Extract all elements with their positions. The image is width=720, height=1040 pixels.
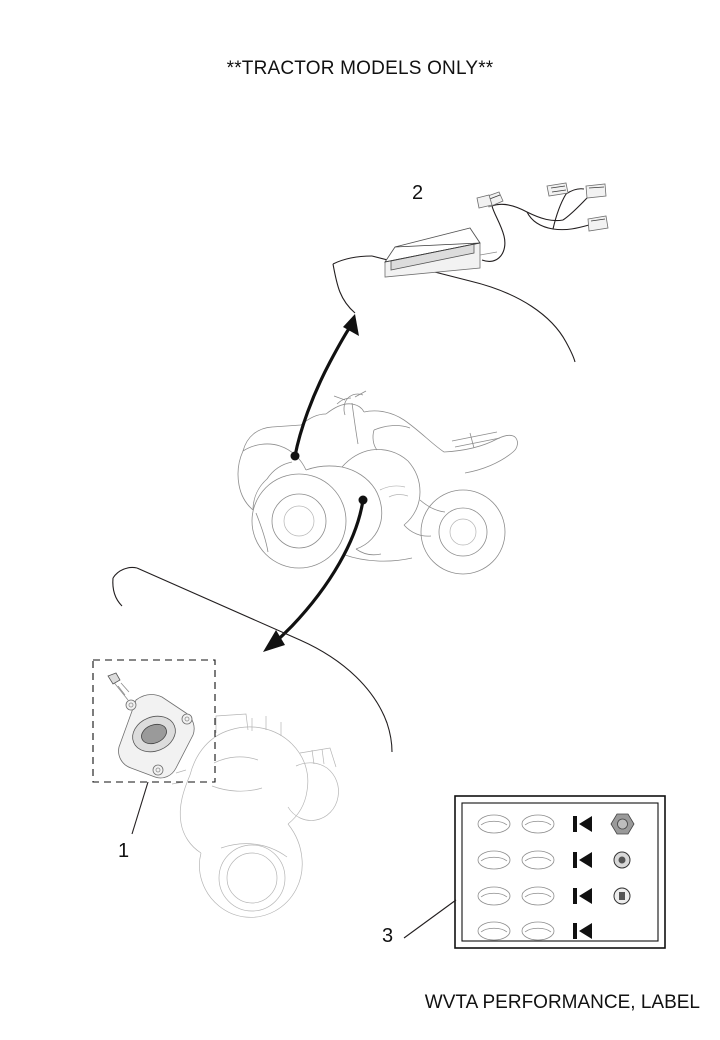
page-title: **TRACTOR MODELS ONLY**: [226, 58, 494, 79]
figure-atv-vehicle: [238, 391, 517, 574]
callout-1: 1: [118, 840, 130, 862]
figure-bracket-and-engine: [93, 660, 339, 917]
footer-label: WVTA PERFORMANCE, LABEL: [424, 992, 700, 1013]
figure-label-sheet: [404, 796, 665, 948]
pointer-to-bracket: [263, 496, 368, 653]
engine-assembly: [172, 714, 339, 917]
callout-3: 3: [382, 925, 394, 947]
leader-line-part-2: [333, 256, 575, 362]
callout-2: 2: [412, 182, 424, 204]
bracket-part: [108, 673, 194, 778]
pointer-to-control-unit: [291, 314, 360, 461]
